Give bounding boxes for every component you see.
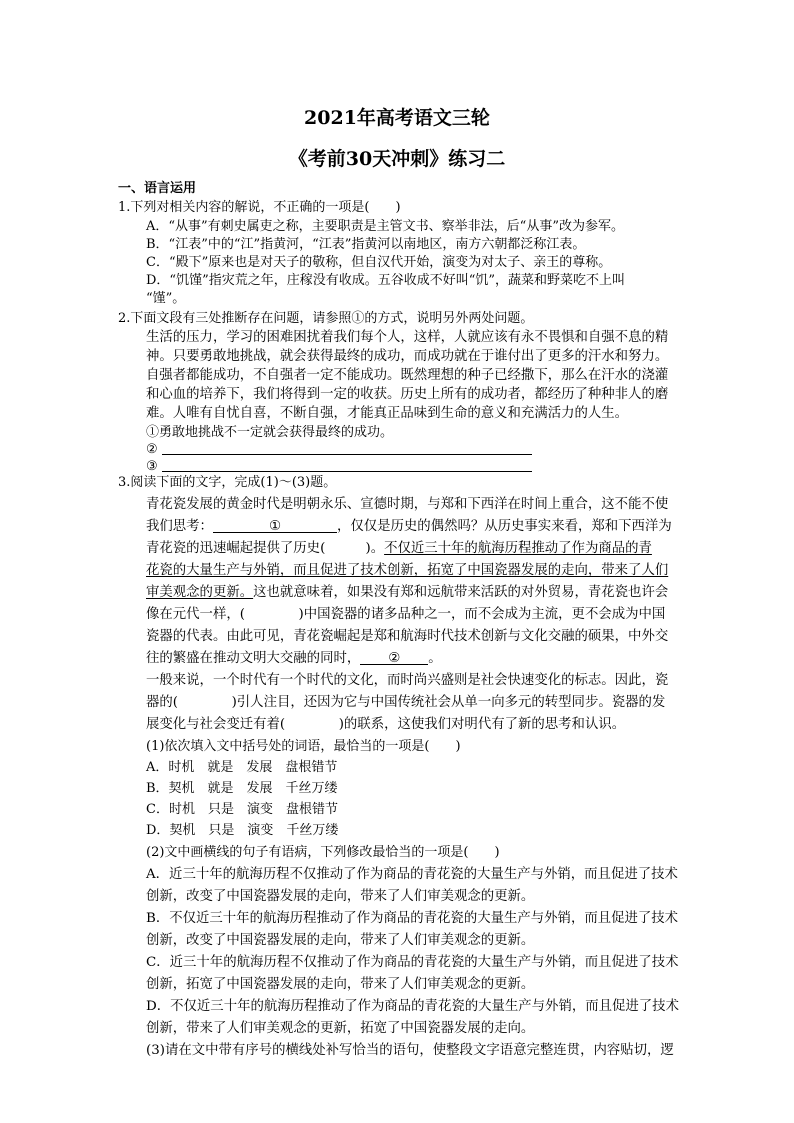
q1-stem: 1.下列对相关内容的解说，不正确的一项是( ) [118, 200, 401, 215]
q3-text: 往的繁盛在推动文明大交融的同时， [146, 651, 361, 666]
q2-answer-1: ①勇敢地挑战不一定就会获得最终的成功。 [146, 425, 394, 440]
q3-sub1-option-a: A．时机 就是 发展 盘根错节 [146, 760, 338, 775]
q2-answer-2-line[interactable] [162, 454, 532, 455]
q3-text: 这也就意味着，如果没有郑和远航带来活跃的对外贸易，青花瓷也许会 [253, 585, 669, 600]
q3-sub2-option-a-cont: 创新，改变了中国瓷器发展的走向，带来了人们审美观念的更新。 [146, 889, 535, 904]
page-title: 2021年高考语文三轮 [304, 107, 490, 129]
q3-passage-line: 瓷器的代表。由此可见，青花瓷崛起是郑和航海时代技术创新与文化交融的硕果，中外交 [146, 629, 669, 644]
q2-passage-line: 神。只要勇敢地挑战，就会获得最终的成功，而成功就在于谁付出了更多的汗水和努力。 [146, 349, 669, 364]
q3-text: 青花瓷的迅速崛起提供了历史( )。 [146, 541, 385, 556]
q3-passage-line [146, 540, 652, 558]
q3-sub3-stem: (3)请在文中带有序号的横线处补写恰当的语句，使整段文字语意完整连贯，内容贴切，逻 [146, 1043, 674, 1058]
q2-stem: 2.下面文段有三处推断存在问题，请参照①的方式，说明另外两处问题。 [118, 311, 534, 326]
q2-answer-2-label: ② [146, 442, 158, 457]
q3-passage-line: 一般来说，一个时代有一个时代的文化，而时尚兴盛则是社会快速变化的标志。因此，瓷 [146, 673, 669, 688]
q3-stem: 3.阅读下面的文字，完成(1)～(3)题。 [118, 475, 337, 490]
q3-passage-line: 器的( )引人注目，还因为它与中国传统社会从单一向多元的转型同步。瓷器的发 [146, 695, 666, 710]
q3-sub2-option-b-cont: 创新，改变了中国瓷器发展的走向，带来了人们审美观念的更新。 [146, 933, 535, 948]
q3-text: 。 [428, 651, 442, 666]
q3-passage-line [146, 518, 672, 536]
page-subtitle: 《考前30天冲刺》练习二 [288, 148, 506, 170]
q2-passage-line: 难。人唯有自忧自喜，不断自强，才能真正品味到生命的意义和充满活力的人生。 [146, 406, 629, 421]
q2-answer-3-line[interactable] [162, 471, 532, 472]
q3-sub2-option-d-cont: 创新，带来了人们审美观念的更新，拓宽了中国瓷器发展的走向。 [146, 1021, 535, 1036]
q3-underlined-sentence: 审美观念的更新。 [146, 585, 254, 600]
q1-option-a: A．“从事”有刺史属吏之称，主要职责是主管文书、察举非法，后“从事”改为参军。 [146, 219, 624, 234]
q3-passage-line: 展变化与社会变迁有着( )的联系，这使我们对明代有了新的思考和认识。 [146, 717, 626, 732]
q3-passage-line: 青花瓷发展的黄金时代是明朝永乐、宣德时期，与郑和下西洋在时间上重合，这不能不使 [146, 497, 669, 512]
q3-blank-1[interactable]: ① [213, 518, 337, 533]
q2-passage-line: 和心血的培养下，我们将得到一定的收获。历史上所有的成功者，都经历了种种非人的磨 [146, 387, 669, 402]
q1-option-d: D．“饥馑”指灾荒之年，庄稼没有收成。五谷收成不好叫“饥”，蔬菜和野菜吃不上叫 [146, 273, 626, 288]
q3-passage-line: 像在元代一样，( )中国瓷器的诸多品种之一，而不会成为主流，更不会成为中国 [146, 607, 666, 622]
q3-sub2-option-a: A．近三十年的航海历程不仅推动了作为商品的青花瓷的大量生产与外销，而且促进了技术 [146, 867, 678, 882]
q3-sub1-option-d: D．契机 只是 演变 千丝万缕 [146, 823, 339, 838]
q3-underlined-sentence: 花瓷的大量生产与外销，而且促进了技术创新，拓宽了中国瓷器发展的走向，带来了人们 [146, 563, 669, 578]
q3-sub2-option-b: B．不仅近三十年的航海历程推动了作为商品的青花瓷的大量生产与外销，而且促进了技术 [146, 911, 679, 926]
q3-text: ，仅仅是历史的偶然吗？从历史事实来看，郑和下西洋为 [336, 519, 672, 534]
q1-option-c: C．“殿下”原来也是对天子的敬称，但自汉代开始，演变为对太子、亲王的尊称。 [146, 255, 612, 270]
q3-sub2-stem: (2)文中画横线的句子有语病，下列修改最恰当的一项是( ) [146, 845, 500, 860]
q3-passage-line [146, 584, 668, 602]
q1-option-d-cont: “馑”。 [146, 291, 186, 306]
section-heading: 一、语言运用 [118, 181, 197, 196]
q2-answer-3-label: ③ [146, 459, 158, 474]
q3-underlined-sentence: 不仅近三十年的航海历程推动了作为商品的青 [384, 541, 652, 556]
q2-passage-line: 自强者都能成功，不自强者一定不能成功。既然理想的种子已经撒下，那么在汗水的浇灌 [146, 368, 669, 383]
q3-sub2-option-d: D．不仅近三十年的航海历程推动了作为商品的青花瓷的大量生产与外销，而且促进了技术 [146, 999, 679, 1014]
q1-option-b: B．“江表”中的“江”指黄河，“江表”指黄河以南地区，南方六朝都泛称江表。 [146, 237, 586, 252]
q2-passage-line: 生活的压力，学习的困难困扰着我们每个人，这样，人就应该有永不畏惧和自强不息的精 [146, 330, 669, 345]
q3-sub2-option-c: C．近三十年的航海历程不仅推动了作为商品的青花瓷的大量生产与外销，而且促进了技术 [146, 955, 679, 970]
q3-passage-line [146, 650, 442, 668]
q3-sub2-option-c-cont: 创新，拓宽了中国瓷器发展的走向，带来了人们审美观念的更新。 [146, 977, 535, 992]
q3-sub1-option-c: C．时机 只是 演变 盘根错节 [146, 802, 338, 817]
q3-blank-2[interactable]: ② [360, 650, 428, 665]
q3-sub1-option-b: B．契机 就是 发展 千丝万缕 [146, 781, 338, 796]
q3-sub1-stem: (1)依次填入文中括号处的词语，最恰当的一项是( ) [146, 739, 461, 754]
q3-passage-line [146, 562, 668, 580]
q3-text: 我们思考： [146, 519, 213, 534]
